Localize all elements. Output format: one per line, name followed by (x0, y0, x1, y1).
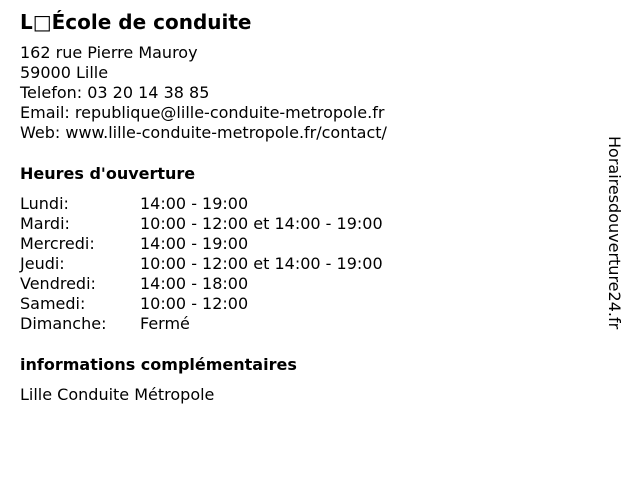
hours-row-thursday (20, 254, 600, 274)
time-value: 14:00 - 18:00 (140, 274, 249, 293)
opening-hours-table (20, 194, 600, 334)
phone-number[interactable]: Telefon: 03 20 14 38 85 (20, 83, 210, 102)
day-label: Mercredi: (20, 234, 95, 253)
hours-row-wednesday (20, 234, 600, 254)
opening-hours-heading: Heures d'ouverture (20, 164, 196, 183)
day-label: Lundi: (20, 194, 69, 213)
time-value: 10:00 - 12:00 et 14:00 - 19:00 (140, 214, 383, 233)
time-value: 10:00 - 12:00 (140, 294, 249, 313)
additional-info-heading: informations complémentaires (20, 355, 297, 374)
hours-row-saturday (20, 294, 600, 314)
hours-row-sunday (20, 314, 600, 334)
day-label: Vendredi: (20, 274, 96, 293)
day-label: Mardi: (20, 214, 70, 233)
address-block (20, 43, 600, 143)
business-title: L□École de conduite (20, 10, 252, 34)
time-value: Fermé (140, 314, 190, 333)
email-address[interactable]: Email: republique@lille-conduite-metropole.fr (20, 103, 385, 122)
street-address: 162 rue Pierre Mauroy (20, 43, 198, 62)
time-value: 14:00 - 19:00 (140, 234, 249, 253)
hours-row-tuesday (20, 214, 600, 234)
time-value: 10:00 - 12:00 et 14:00 - 19:00 (140, 254, 383, 273)
day-label: Samedi: (20, 294, 86, 313)
city-address: 59000 Lille (20, 63, 109, 82)
hours-row-monday (20, 194, 600, 214)
time-value: 14:00 - 19:00 (140, 194, 249, 213)
day-label: Jeudi: (20, 254, 65, 273)
day-label: Dimanche: (20, 314, 107, 333)
vertical-site-credit[interactable]: Horairesdouverture24.fr (605, 136, 624, 330)
website-address[interactable]: Web: www.lille-conduite-metropole.fr/contact/ (20, 123, 387, 142)
additional-info-text: Lille Conduite Métropole (20, 385, 215, 404)
hours-row-friday (20, 274, 600, 294)
business-card (20, 10, 600, 405)
